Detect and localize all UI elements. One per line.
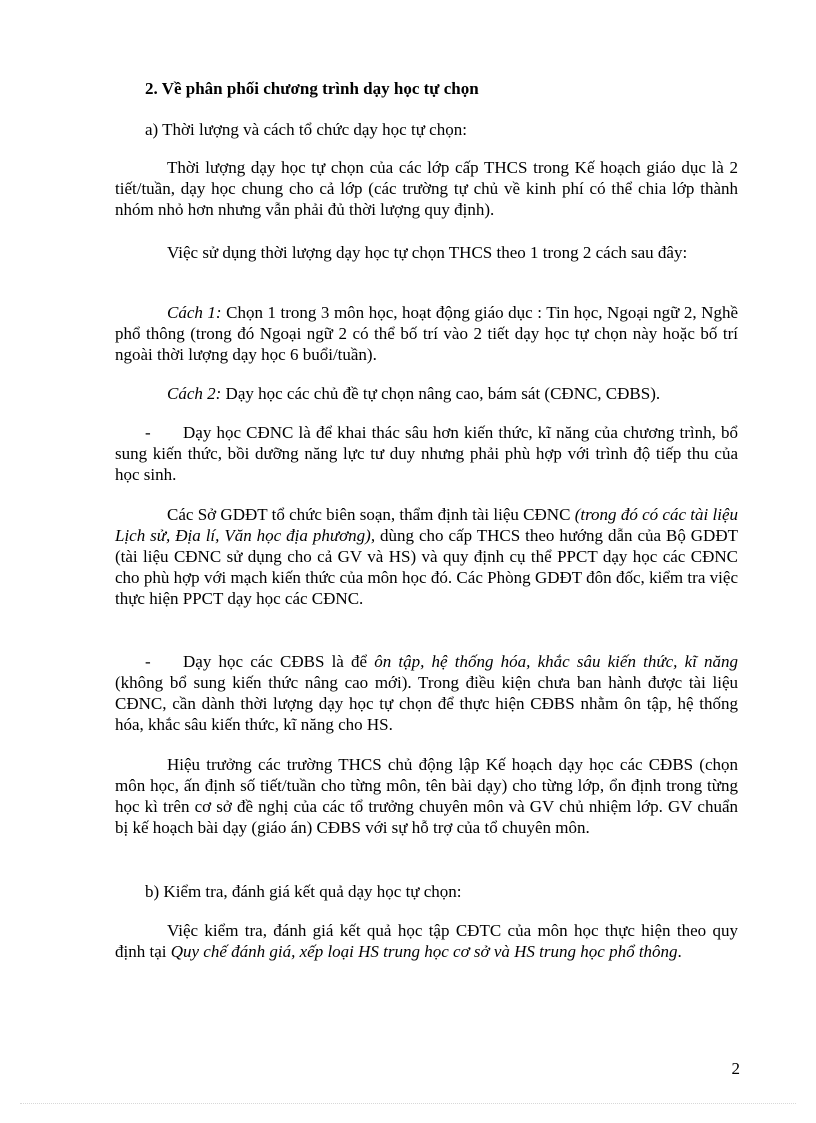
bullet-cdbs-text-a: Dạy học các CĐBS là để <box>183 652 375 671</box>
paragraph-hieu-truong: Hiệu trưởng các trường THCS chủ động lập Kế hoạch dạy học các CĐBS (chọn môn học, ấn định số tiết/tuần cho từng môn, tên bài dạy) cho từng lớp, ổn định trong từng học kì trên cơ sở đề nghị của các tổ trưởng chuyên môn và GV chủ nhiệm lớp. GV chuẩn bị kế hoạch bài dạy (giáo án) CĐBS với sự hỗ trợ của tổ chuyên môn. <box>115 755 738 837</box>
bullet-dash: - <box>145 423 151 442</box>
bullet-cdnc-text: Dạy học CĐNC là để khai thác sâu hơn kiến thức, kĩ năng của chương trình, bổ sung kiến thức, bồi dưỡng năng lực tư duy nhưng phải phù hợp với trình độ tiếp thu của học sinh. <box>115 423 738 484</box>
cach-2-label: Cách 2: <box>167 384 222 403</box>
para5-italic: Quy chế đánh giá, xếp loại HS trung học cơ sở và HS trung học phổ thông <box>170 942 678 961</box>
paragraph-thoi-luong: Thời lượng dạy học tự chọn của các lớp cấp THCS trong Kế hoạch giáo dục là 2 tiết/tuần, dạy học chung cho cả lớp (các trường tự chủ về kinh phí có thể chia lớp thành nhóm nhỏ hơn nhưng vẫn phải đủ thời lượng quy định). <box>115 158 738 219</box>
para5-text-a: Việc kiểm tra, đánh giá kết quả học tập CĐTC của môn học thực hiện theo quy định tại <box>115 921 738 961</box>
page-number: 2 <box>731 1059 740 1078</box>
bullet-dash: - <box>145 652 151 671</box>
subsection-a-heading: a) Thời lượng và cách tổ chức dạy học tự chọn: <box>145 120 467 139</box>
paragraph-cach-1 <box>115 302 738 365</box>
cach-1-text: Chọn 1 trong 3 môn học, hoạt động giáo dục : Tin học, Ngoại ngữ 2, Nghề phổ thông (trong đó Ngoại ngữ 2 có thể bố trí vào 2 tiết dạy học tự chọn này hoặc bố trí ngoài thời lượng dạy học 6 buổi/tuần). <box>115 303 738 364</box>
para3-text-a: Các Sở GDĐT tổ chức biên soạn, thẩm định tài liệu CĐNC <box>167 505 575 524</box>
bullet-cdbs <box>115 651 738 735</box>
bullet-cdbs-text-b: (không bổ sung kiến thức nâng cao mới). Trong điều kiện chưa ban hành được tài liệu CĐNC, cần dành thời lượng dạy học tự chọn để thực hiện CĐBS nhằm ôn tập, hệ thống hóa, khắc sâu kiến thức, kĩ năng cho HS. <box>115 673 738 734</box>
para5-text-b: . <box>677 942 682 961</box>
para3-text-b: dùng cho cấp THCS theo hướng dẫn của Bộ GDĐT (tài liệu CĐNC sử dụng cho cả GV và HS) và quy định cụ thể PPCT dạy học các CĐNC cho phù hợp với mạch kiến thức của môn học đó. Các Phòng GDĐT đôn đốc, kiểm tra việc thực hiện PPCT dạy học các CĐNC. <box>115 526 738 608</box>
paragraph-su-dung-thoi-luong: Việc sử dụng thời lượng dạy học tự chọn THCS theo 1 trong 2 cách sau đây: <box>167 243 688 262</box>
cach-1-label: Cách 1: <box>167 303 222 322</box>
subsection-b-heading: b) Kiểm tra, đánh giá kết quả dạy học tự chọn: <box>145 882 462 901</box>
para3-italic: (trong đó có các tài liệu Lịch sử, Địa lí, Văn học địa phương), <box>115 505 738 545</box>
bullet-cdnc <box>115 422 738 485</box>
paragraph-so-gddt <box>115 504 738 609</box>
paragraph-cach-2 <box>115 383 738 404</box>
cach-2-text: Dạy học các chủ đề tự chọn nâng cao, bám sát (CĐNC, CĐBS). <box>221 384 661 403</box>
section-heading: 2. Về phân phối chương trình dạy học tự chọn <box>145 79 479 98</box>
paragraph-kiem-tra <box>115 920 738 962</box>
bullet-cdbs-italic: ôn tập, hệ thống hóa, khắc sâu kiến thức, kĩ năng <box>374 652 739 671</box>
page-bottom-divider <box>20 1103 796 1104</box>
